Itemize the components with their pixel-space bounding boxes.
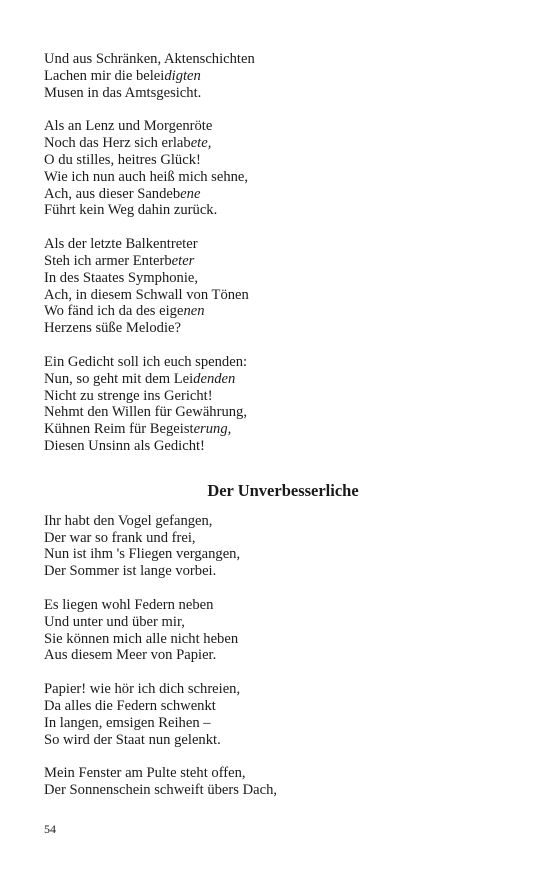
verse-text: So wird der Staat nun gelenkt. <box>44 731 221 748</box>
verse-line <box>44 421 514 438</box>
stanza <box>44 236 514 337</box>
verse-text-italic: nen <box>183 303 205 320</box>
verse-line <box>44 118 514 135</box>
verse-text-italic: ete, <box>190 135 212 152</box>
stanza <box>44 765 514 799</box>
verse-text: Da alles die Federn schwenkt <box>44 697 216 714</box>
verse-text-italic: denden <box>193 370 236 387</box>
verse-line <box>44 546 514 563</box>
verse-line <box>44 782 514 799</box>
verse-text: Der Sommer ist lange vorbei. <box>44 563 217 580</box>
verse-text: Nun ist ihm 's Fliegen vergangen, <box>44 546 241 563</box>
poem-der-unverbesserliche <box>44 513 514 799</box>
verse-text: Musen in das Amtsgesicht. <box>44 84 202 101</box>
verse-text: Ach, in diesem Schwall von Tönen <box>44 286 249 303</box>
verse-text: Herzens süße Melodie? <box>44 320 181 337</box>
verse-line <box>44 438 514 455</box>
verse-text: Und aus Schränken, Aktenschichten <box>44 51 255 67</box>
stanza <box>44 51 514 101</box>
poem-continuation <box>44 51 514 455</box>
verse-text: Kühnen Reim für Begeist <box>44 421 194 438</box>
verse-text: In langen, emsigen Reihen – <box>44 714 211 731</box>
verse-line <box>44 698 514 715</box>
verse-text: In des Staates Symphonie, <box>44 269 199 286</box>
verse-text-italic: digten <box>164 67 201 84</box>
verse-line <box>44 371 514 388</box>
verse-text-italic: erung, <box>193 421 232 438</box>
verse-line <box>44 715 514 732</box>
verse-line <box>44 614 514 631</box>
poem-title: Der Unverbesserliche <box>207 480 359 500</box>
verse-line <box>44 354 514 371</box>
verse-line <box>44 647 514 664</box>
verse-line <box>44 202 514 219</box>
verse-line <box>44 135 514 152</box>
verse-text: Wie ich nun auch heiß mich sehne, <box>44 168 249 185</box>
verse-text: Es liegen wohl Federn neben <box>44 596 214 613</box>
verse-text: Als an Lenz und Morgenröte <box>44 118 213 135</box>
verse-text: Der war so frank und frei, <box>44 529 196 546</box>
verse-line <box>44 388 514 405</box>
stanza <box>44 597 514 664</box>
verse-line <box>44 631 514 648</box>
verse-text: Ach, aus dieser Sandeb <box>44 185 181 202</box>
verse-text: Ein Gedicht soll ich euch spenden: <box>44 353 248 370</box>
verse-text: Steh ich armer Enterb <box>44 252 172 269</box>
verse-line <box>44 186 514 203</box>
verse-line <box>44 681 514 698</box>
stanza <box>44 354 514 455</box>
verse-text-italic: eter <box>171 252 195 269</box>
page-number: 54 <box>44 822 56 836</box>
page-body <box>44 51 514 816</box>
verse-text: Wo fänd ich da des eige <box>44 303 184 320</box>
verse-text: Und unter und über mir, <box>44 613 185 630</box>
verse-line <box>44 303 514 320</box>
verse-line <box>44 169 514 186</box>
verse-text: Als der letzte Balkentreter <box>44 236 198 253</box>
verse-line <box>44 51 514 68</box>
stanza <box>44 513 514 580</box>
verse-text: Nehmt den Willen für Gewährung, <box>44 404 247 421</box>
verse-line <box>44 68 514 85</box>
verse-text: Sie können mich alle nicht heben <box>44 630 239 647</box>
verse-text: Führt kein Weg dahin zurück. <box>44 202 218 219</box>
verse-text: Aus diesem Meer von Papier. <box>44 647 217 664</box>
verse-line <box>44 404 514 421</box>
verse-line <box>44 270 514 287</box>
verse-text: Mein Fenster am Pulte steht offen, <box>44 765 246 782</box>
verse-line <box>44 253 514 270</box>
verse-line <box>44 85 514 102</box>
verse-line <box>44 732 514 749</box>
verse-text: Nun, so geht mit dem Lei <box>44 370 194 387</box>
verse-line <box>44 236 514 253</box>
stanza <box>44 118 514 219</box>
verse-line <box>44 530 514 547</box>
verse-text: Nicht zu strenge ins Gericht! <box>44 387 213 404</box>
verse-text-italic: ene <box>180 185 201 202</box>
verse-text: Lachen mir die belei <box>44 67 165 84</box>
verse-line <box>44 513 514 530</box>
verse-text: Ihr habt den Vogel gefangen, <box>44 512 213 529</box>
verse-text: Der Sonnenschein schweift übers Dach, <box>44 782 278 799</box>
verse-text: O du stilles, heitres Glück! <box>44 151 201 168</box>
verse-line <box>44 152 514 169</box>
stanza <box>44 681 514 748</box>
verse-text: Papier! wie hör ich dich schreien, <box>44 681 241 698</box>
verse-line <box>44 597 514 614</box>
verse-line <box>44 563 514 580</box>
verse-line <box>44 320 514 337</box>
verse-line <box>44 287 514 304</box>
verse-line <box>44 765 514 782</box>
verse-text: Noch das Herz sich erlab <box>44 135 191 152</box>
verse-text: Diesen Unsinn als Gedicht! <box>44 437 205 454</box>
